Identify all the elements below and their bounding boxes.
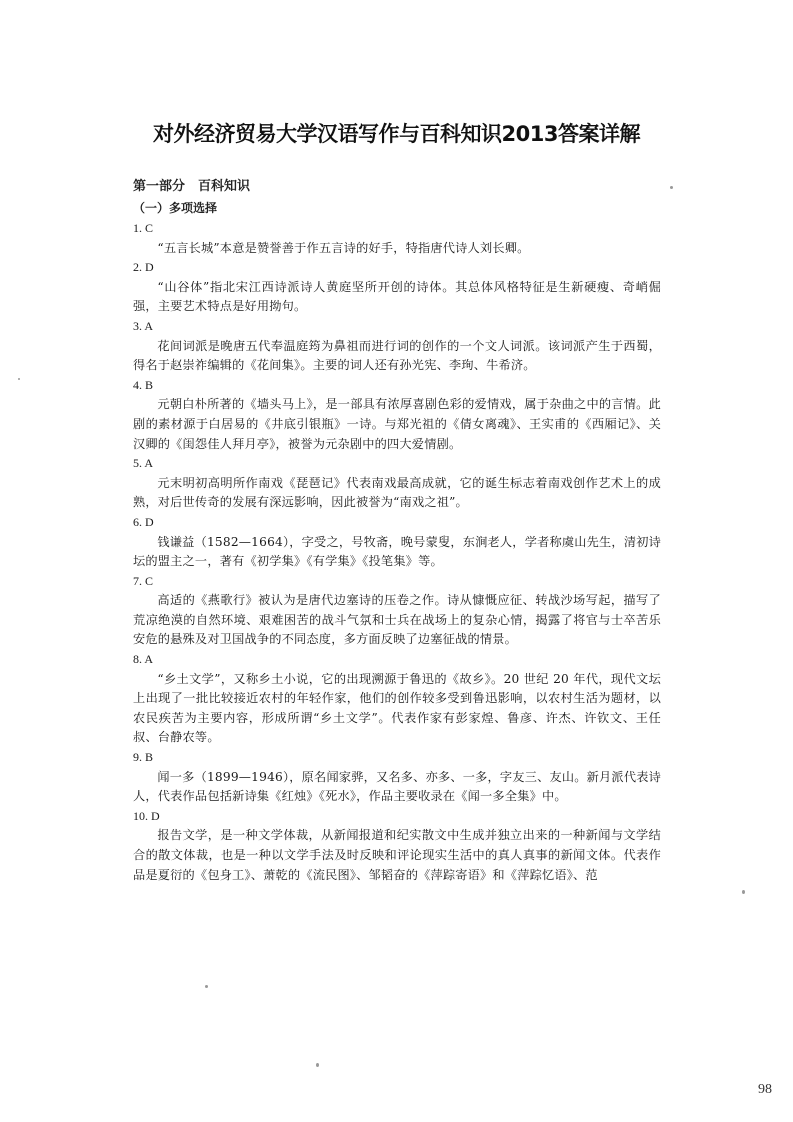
answer-label: 4. B xyxy=(133,377,154,392)
answer-label: 6. D xyxy=(133,514,154,529)
question-item xyxy=(133,748,661,807)
answer-explanation: 元朝白朴所著的《墙头马上》，是一部具有浓厚喜剧色彩的爱情戏，属于杂曲之中的言情。此剧的素材源于白居易的《井底引银瓶》一诗。与郑光祖的《倩女离魂》、王实甫的《西厢记》、关汉卿的《闺怨佳人拜月亭》，被誉为元杂剧中的四大爱情剧。 xyxy=(133,397,661,451)
answer-label: 8. A xyxy=(133,652,154,667)
scan-speck xyxy=(205,985,208,988)
question-item xyxy=(133,572,661,650)
scan-speck xyxy=(316,1063,319,1067)
answer-explanation: 花间词派是晚唐五代奉温庭筠为鼻祖而进行词的创作的一个文人词派。该词派产生于西蜀，得名于赵崇祚编辑的《花间集》。主要的词人还有孙光宪、李珣、牛希济。 xyxy=(133,338,661,373)
answer-explanation: “乡土文学”，又称乡土小说，它的出现溯源于鲁迅的《故乡》。20 世纪 20 年代，现代文坛上出现了一批比较接近农村的年轻作家，他们的创作较多受到鲁迅影响，以农村生活为题材，以农民疾苦为主要内容，形成所谓“乡土文学”。代表作家有彭家煌、鲁彦、许杰、许钦文、王任叔、台静农等。 xyxy=(133,671,661,745)
section-title: 第一部分 百科知识 xyxy=(133,179,251,194)
answer-list xyxy=(133,219,661,885)
answer-label: 9. B xyxy=(133,750,154,765)
answer-explanation: 元末明初高明所作南戏《琵琶记》代表南戏最高成就，它的诞生标志着南戏创作艺术上的成熟，对后世传奇的发展有深远影响，因此被誉为“南戏之祖”。 xyxy=(133,475,661,510)
question-item xyxy=(133,219,661,258)
answer-explanation: 钱谦益（1582—1664），字受之，号牧斋，晚号蒙叟，东涧老人，学者称虞山先生，清初诗坛的盟主之一，著有《初学集》《有学集》《投笔集》等。 xyxy=(133,534,661,569)
answer-label: 5. A xyxy=(133,456,154,471)
question-item xyxy=(133,807,661,885)
answer-label: 2. D xyxy=(133,260,154,275)
answer-label: 1. C xyxy=(133,221,154,235)
answer-explanation: 报告文学，是一种文学体裁，从新闻报道和纪实散文中生成并独立出来的一种新闻与文学结合的散文体裁，也是一种以文学手法及时反映和评论现实生活中的真人真事的新闻文体。代表作品是夏衍的《包身工》、萧乾的《流民图》、邹韬奋的《萍踪寄语》和《萍踪忆语》、范 xyxy=(133,828,661,882)
scan-speck xyxy=(18,378,20,380)
question-item xyxy=(133,376,661,454)
subsection-title: （一）多项选择 xyxy=(133,201,218,215)
answer-label: 7. C xyxy=(133,573,154,588)
answer-label: 10. D xyxy=(133,808,160,823)
scan-speck xyxy=(742,890,745,894)
answer-explanation: 闻一多（1899—1946），原名闻家骅，又名多、亦多、一多，字友三、友山。新月派代表诗人，代表作品包括新诗集《红烛》《死水》，作品主要收录在《闻一多全集》中。 xyxy=(133,769,661,804)
answer-label: 3. A xyxy=(133,318,154,333)
question-item xyxy=(133,317,661,376)
answer-explanation: “五言长城”本意是赞誉善于作五言诗的好手，特指唐代诗人刘长卿。 xyxy=(157,240,530,255)
question-item xyxy=(133,258,661,317)
question-item xyxy=(133,650,661,748)
answer-explanation: 高适的《燕歌行》被认为是唐代边塞诗的压卷之作。诗从慷慨应征、转战沙场写起，描写了荒凉绝漠的自然环境、艰难困苦的战斗气氛和士兵在战场上的复杂心情，揭露了将官与士卒苦乐安危的悬殊及对卫国战争的不同态度，多方面反映了边塞征战的情景。 xyxy=(133,593,661,647)
question-item xyxy=(133,513,661,572)
answer-explanation: “山谷体”指北宋江西诗派诗人黄庭坚所开创的诗体。其总体风格特征是生新硬瘦、奇峭倔强，主要艺术特点是好用拗句。 xyxy=(133,279,661,314)
page-title: 对外经济贸易大学汉语写作与百科知识2013答案详解 xyxy=(153,122,640,146)
question-item xyxy=(133,454,661,513)
scan-speck xyxy=(670,186,673,189)
page-number: 98 xyxy=(758,1082,772,1097)
